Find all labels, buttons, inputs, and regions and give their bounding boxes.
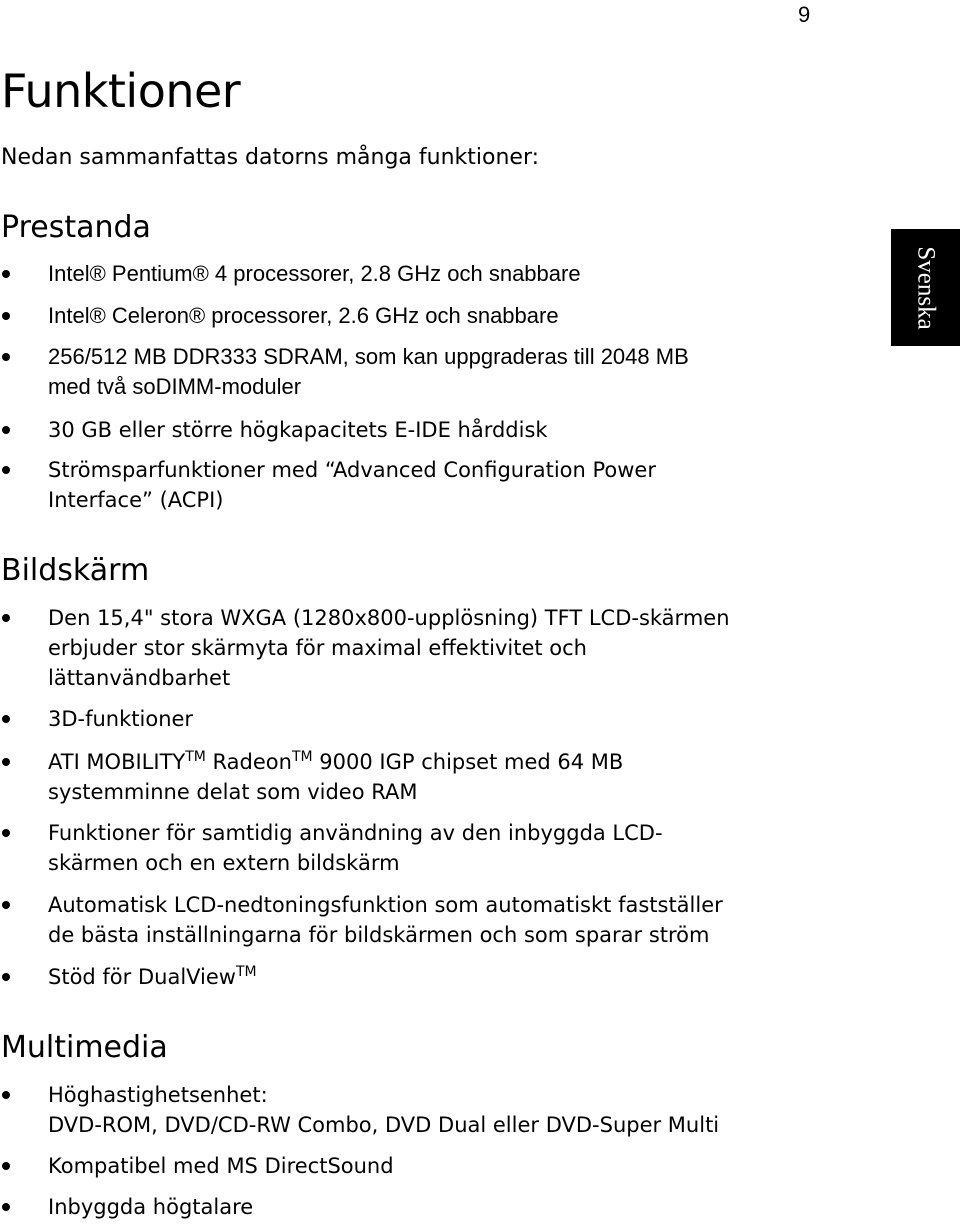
language-tab-label: Svenska	[912, 245, 940, 330]
bullet-icon	[2, 1203, 10, 1211]
list-item	[0, 890, 723, 950]
list-item-text: systemminne delat som video RAM	[48, 780, 418, 804]
list-item-text: Höghastighetsenhet:	[48, 1083, 268, 1107]
list-item	[0, 747, 623, 807]
list-item-text: Interface” (ACPI)	[48, 488, 224, 512]
list-item-text: Kompatibel med MS DirectSound	[48, 1154, 394, 1178]
bullet-icon	[2, 1162, 10, 1170]
bullet-icon	[2, 614, 10, 622]
list-item-text: DVD-ROM, DVD/CD-RW Combo, DVD Dual eller DVD-Super Multi	[48, 1113, 720, 1137]
bullet-icon	[2, 270, 10, 278]
list-item-text: de bästa inställningarna för bildskärmen och som sparar ström	[48, 923, 710, 947]
page-title: Funktioner	[1, 64, 241, 118]
list-item	[0, 301, 559, 331]
bullet-icon	[2, 901, 10, 909]
list-item	[0, 962, 257, 992]
bullet-icon	[2, 353, 10, 361]
trademark-mark: TM	[236, 964, 257, 980]
trademark-mark: TM	[185, 749, 206, 765]
list-item-text: lättanvändbarhet	[48, 666, 231, 690]
bullet-icon	[2, 758, 10, 766]
list-item	[0, 1192, 253, 1222]
list-item-text: 30 GB eller större högkapacitets E-IDE hårddisk	[48, 418, 548, 442]
list-item	[0, 1151, 394, 1181]
list-item-text: Intel® Pentium® 4 processorer, 2.8 GHz och snabbare	[48, 261, 581, 286]
list-item	[0, 342, 689, 402]
section-heading-multimedia: Multimedia	[1, 1030, 168, 1065]
language-tab	[891, 229, 960, 346]
list-item-text: Inbyggda högtalare	[48, 1195, 254, 1219]
list-item	[0, 818, 663, 878]
bullet-icon	[2, 829, 10, 837]
list-item	[0, 603, 730, 693]
list-item-text-part: 9000 IGP chipset med 64 MB	[312, 750, 624, 774]
list-item-text	[48, 962, 257, 992]
section-heading-bildskarm: Bildskärm	[1, 553, 150, 588]
bullet-icon	[2, 466, 10, 474]
list-item-text: Strömsparfunktioner med “Advanced Configuration Power	[48, 458, 656, 482]
bullet-icon	[2, 973, 10, 981]
list-item	[0, 1080, 719, 1140]
bullet-icon	[2, 312, 10, 320]
list-item-text: skärmen och en extern bildskärm	[48, 851, 400, 875]
list-item-text: Automatisk LCD-nedtoningsfunktion som automatiskt fastställer	[48, 893, 723, 917]
list-item-text: 3D-funktioner	[48, 707, 194, 731]
list-item	[0, 415, 548, 445]
list-item	[0, 455, 656, 515]
trademark-mark: TM	[291, 749, 313, 765]
list-item-text: Den 15,4" stora WXGA (1280x800-upplösning) TFT LCD-skärmen	[48, 606, 730, 630]
list-item-text: Funktioner för samtidig användning av den inbyggda LCD-	[48, 821, 663, 845]
list-item-text: 256/512 MB DDR333 SDRAM, som kan uppgraderas till 2048 MB	[48, 344, 689, 369]
list-item-text-part: Radeon	[205, 750, 292, 774]
list-item	[0, 704, 193, 734]
page-number: 9	[798, 2, 811, 27]
list-item-text	[48, 747, 623, 777]
intro-text: Nedan sammanfattas datorns många funktioner:	[1, 145, 540, 170]
list-item	[0, 259, 581, 289]
list-item-text: Intel® Celeron® processorer, 2.6 GHz och snabbare	[48, 303, 559, 328]
section-heading-prestanda: Prestanda	[1, 210, 151, 245]
list-item-text-part: Stöd för DualView	[48, 965, 236, 989]
list-item-text: med två soDIMM-moduler	[48, 374, 302, 399]
list-item-text: erbjuder stor skärmyta för maximal effektivitet och	[48, 636, 587, 660]
bullet-icon	[2, 1091, 10, 1099]
list-item-text-part: ATI MOBILITY	[48, 750, 186, 774]
bullet-icon	[2, 426, 10, 434]
bullet-icon	[2, 715, 10, 723]
